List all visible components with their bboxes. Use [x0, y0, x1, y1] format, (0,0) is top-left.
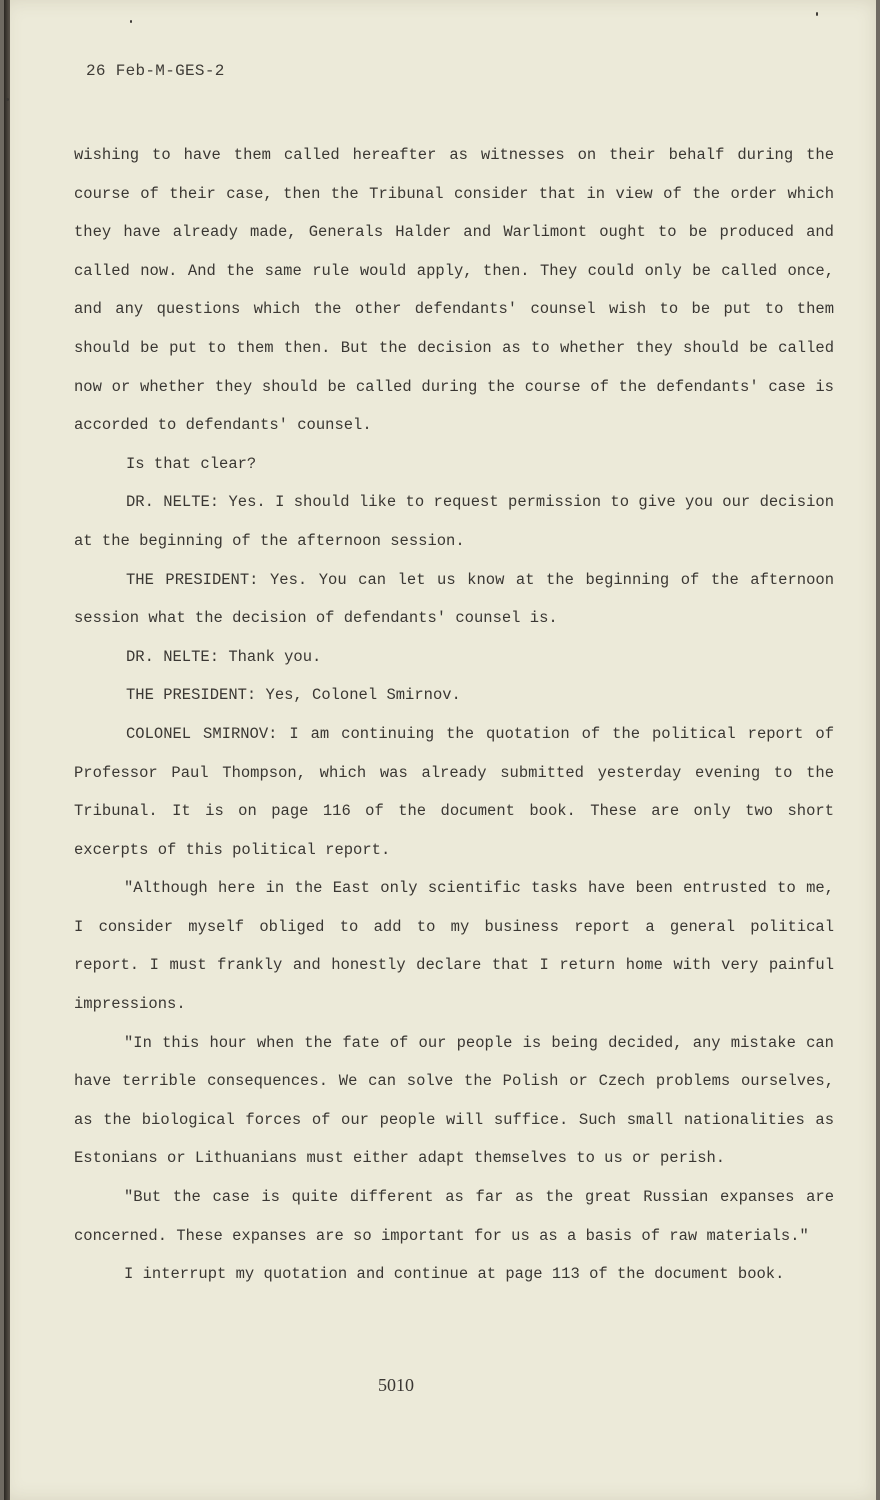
paragraph-president-reply: THE PRESIDENT: Yes. You can let us know at the beginning of the afternoon session what the decision of defendants' counsel is. — [74, 570, 834, 628]
document-page — [4, 0, 876, 1500]
paragraph-nelte-thanks: DR. NELTE: Thank you. — [126, 647, 322, 666]
ink-speck — [816, 12, 818, 16]
paragraph-continuation: wishing to have them called hereafter as witnesses on their behalf during the course of their case, then the Tribunal consider that in view of the order which they have already made, Generals Halder and Warlimont ought to be produced and called now. And the same rule would apply, then. They could only be called once, and any questions which the other defendants' counsel wish to be put to them should be put to them then. But the decision as to whether they should be called now or whether they should be called during the course of the defendants' case is accorded to defendants' counsel. — [74, 146, 834, 435]
paragraph-quote-2: "In this hour when the fate of our people is being decided, any mistake can have terrible consequences. We can solve the Polish or Czech problems ourselves, as the biological forces of our people will suffice. Such small nationalities as Estonians or Lithuanians must either adapt themselves to us or perish. — [74, 1033, 834, 1168]
document-body — [74, 136, 834, 1294]
paragraph-interrupt: I interrupt my quotation and continue at page 113 of the document book. — [124, 1265, 785, 1284]
paragraph-quote-3: "But the case is quite different as far as the great Russian expanses are concerned. These expanses are so important for us as a basis of raw materials." — [74, 1188, 834, 1245]
document-header: 26 Feb-M-GES-2 — [86, 62, 225, 80]
page-binding-edge — [4, 0, 10, 1500]
paragraph-nelte-request: DR. NELTE: Yes. I should like to request permission to give you our decision at the beginning of the afternoon session. — [74, 493, 834, 550]
paragraph-smirnov-quotation: COLONEL SMIRNOV: I am continuing the quotation of the political report of Professor Paul Thompson, which was already submitted yesterday evening to the Tribunal. It is on page 116 of the document book. These are only two short excerpts of this political report. — [74, 724, 834, 859]
ink-speck — [6, 98, 9, 101]
paragraph-quote-1: "Although here in the East only scientific tasks have been entrusted to me, I consider myself obliged to add to my business report a general political report. I must frankly and honestly declare that I return home with very painful impressions. — [74, 879, 834, 1014]
paragraph-question: Is that clear? — [126, 454, 257, 473]
page-number: 5010 — [378, 1375, 414, 1395]
paragraph-president-smirnov: THE PRESIDENT: Yes, Colonel Smirnov. — [126, 686, 461, 705]
ink-speck — [130, 20, 132, 23]
